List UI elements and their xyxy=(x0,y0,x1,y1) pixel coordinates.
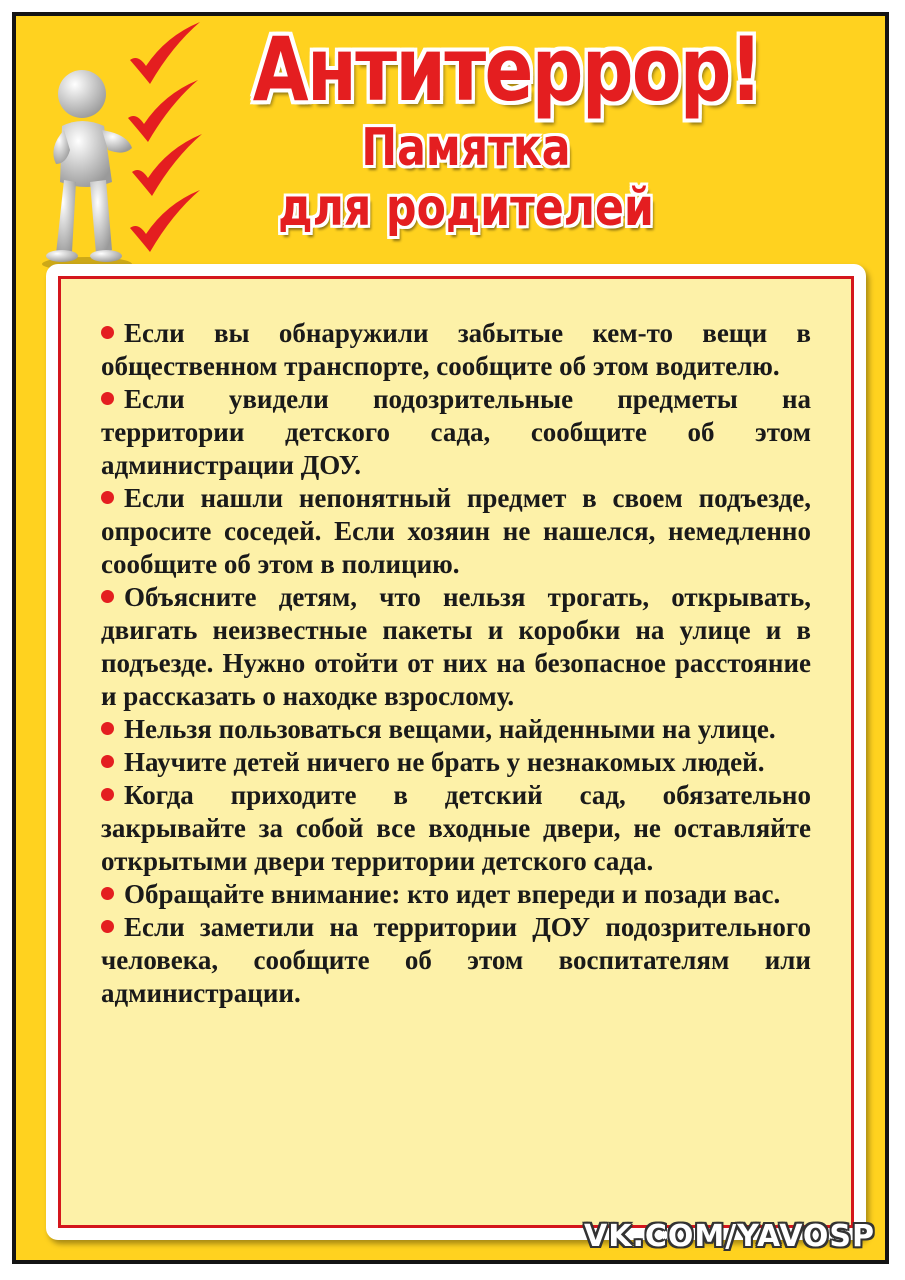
memo-item-text: Если нашли непонятный предмет в своем подъезде, опросите соседей. Если хозяин не нашелся, немедленно сообщите об этом в полицию. xyxy=(101,483,811,579)
checkmark-icon xyxy=(130,190,200,252)
bullet-icon xyxy=(101,392,114,405)
memo-item-text: Объясните детям, что нельзя трогать, открывать, двигать неизвестные пакеты и коробки на улице и в подъезде. Нужно отойти от них на безопасное расстояние и рассказать о находке взрослому. xyxy=(101,582,811,711)
memo-item xyxy=(101,482,811,581)
memo-panel xyxy=(58,276,854,1228)
bullet-icon xyxy=(101,920,114,933)
bullet-icon xyxy=(101,887,114,900)
bullet-icon xyxy=(101,788,114,801)
bullet-icon xyxy=(101,326,114,339)
memo-item xyxy=(101,878,811,911)
title-subtitle-line2: для родителей xyxy=(278,178,654,238)
memo-item-text: Если заметили на территории ДОУ подозрительного человека, сообщите об этом воспитателям или администрации. xyxy=(101,912,811,1008)
memo-item xyxy=(101,713,811,746)
memo-item xyxy=(101,383,811,482)
memo-list xyxy=(101,317,811,1010)
memo-item-text: Научите детей ничего не брать у незнакомых людей. xyxy=(124,747,765,777)
memo-item xyxy=(101,911,811,1010)
memo-item-text: Когда приходите в детский сад, обязательно закрывайте за собой все входные двери, не оставляйте открытыми двери территории детского сада. xyxy=(101,780,811,876)
memo-item xyxy=(101,746,811,779)
title-subtitle-line1: Памятка xyxy=(361,118,571,178)
watermark: VK.COM/YAVOSP xyxy=(583,1219,875,1254)
memo-card xyxy=(46,264,866,1240)
bullet-icon xyxy=(101,722,114,735)
poster xyxy=(12,12,889,1264)
poster-title xyxy=(252,18,762,238)
memo-item-text: Нельзя пользоваться вещами, найденными на улице. xyxy=(124,714,776,744)
title-main: Антитеррор! xyxy=(252,18,762,121)
bullet-icon xyxy=(101,491,114,504)
memo-item xyxy=(101,317,811,383)
bullet-icon xyxy=(101,590,114,603)
checkmark-icon xyxy=(128,80,198,142)
checkmarks-decoration xyxy=(124,22,214,267)
checkmark-icon xyxy=(132,134,202,196)
memo-item-text: Обращайте внимание: кто идет впереди и позади вас. xyxy=(124,879,781,909)
checkmark-icon xyxy=(130,22,200,84)
bullet-icon xyxy=(101,755,114,768)
memo-item-text: Если вы обнаружили забытые кем-то вещи в общественном транспорте, сообщите об этом водителю. xyxy=(101,318,811,381)
memo-item xyxy=(101,581,811,713)
memo-item xyxy=(101,779,811,878)
memo-item-text: Если увидели подозрительные предметы на территории детского сада, сообщите об этом администрации ДОУ. xyxy=(101,384,811,480)
